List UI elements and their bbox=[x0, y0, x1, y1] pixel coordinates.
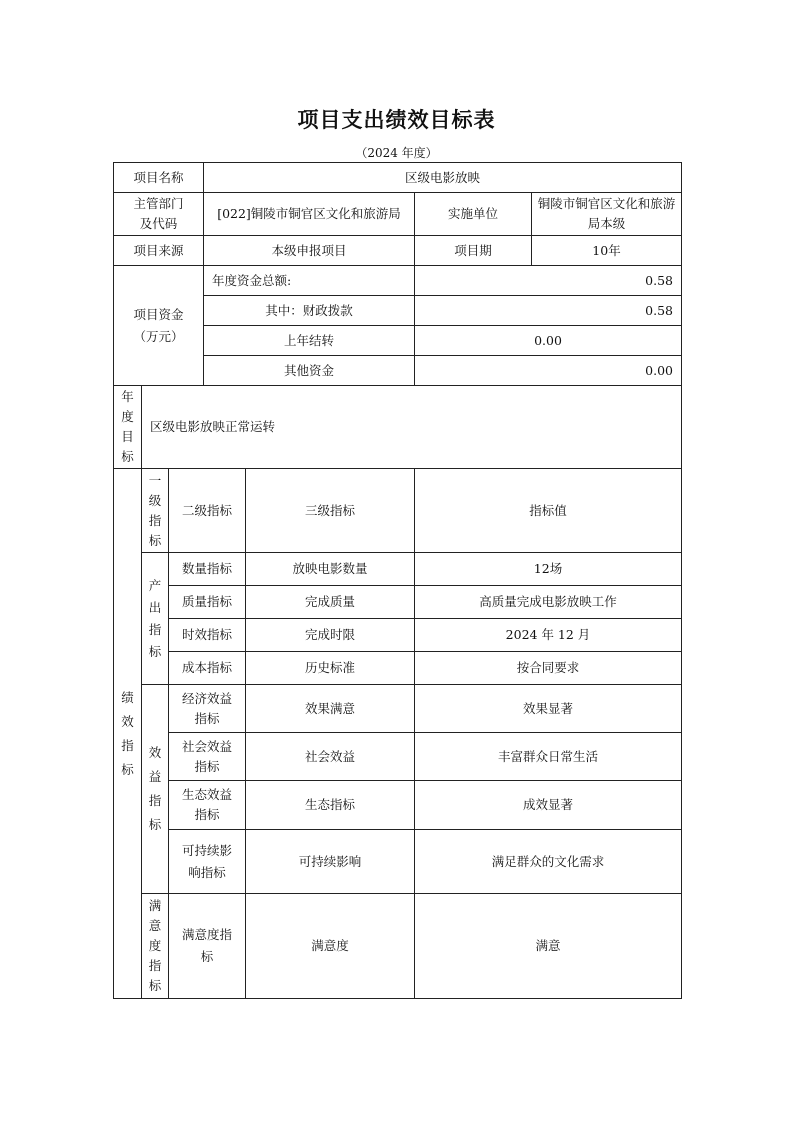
funds-label bbox=[113, 265, 204, 386]
unit-value bbox=[531, 192, 682, 236]
output-indicators-label bbox=[141, 552, 169, 685]
table-row-value: 12场 bbox=[414, 552, 682, 586]
project-name-label: 项目名称 bbox=[113, 162, 204, 193]
table-row-value: 2024 年 12 月 bbox=[414, 618, 682, 652]
funds-carryover-value: 0.00 bbox=[414, 325, 682, 356]
table-row-level2 bbox=[168, 780, 246, 830]
table-row-level3: 效果满意 bbox=[245, 684, 415, 733]
table-row-value: 高质量完成电影放映工作 bbox=[414, 585, 682, 619]
table-row-level3: 社会效益 bbox=[245, 732, 415, 781]
period-value: 10年 bbox=[531, 235, 682, 266]
table-row-level2-text: 满意度指标 bbox=[181, 927, 232, 964]
funds-total-label: 年度资金总额: bbox=[203, 265, 415, 296]
table-row-value: 丰富群众日常生活 bbox=[414, 732, 682, 781]
funds-other-label: 其他资金 bbox=[203, 355, 415, 386]
table-row-level3: 满意度 bbox=[245, 893, 415, 999]
satisfaction-indicators-label-text: 满意度指标 bbox=[148, 898, 162, 993]
funds-label-text: 项目资金（万元） bbox=[133, 306, 184, 344]
unit-label: 实施单位 bbox=[414, 192, 532, 236]
annual-goal-value: 区级电影放映正常运转 bbox=[141, 385, 682, 469]
table-row-level3: 放映电影数量 bbox=[245, 552, 415, 586]
dept-label bbox=[113, 192, 204, 236]
annual-goal-label bbox=[113, 385, 142, 469]
source-value: 本级申报项目 bbox=[203, 235, 415, 266]
table-row-level2 bbox=[168, 893, 246, 999]
table-row-level2-text: 生态效益指标 bbox=[181, 787, 232, 822]
table-row-level2-text: 社会效益指标 bbox=[181, 738, 232, 774]
table-row-value: 按合同要求 bbox=[414, 651, 682, 685]
value-header: 指标值 bbox=[414, 468, 682, 553]
benefit-indicators-label-text: 效益指标 bbox=[148, 745, 162, 832]
table-row-level2: 时效指标 bbox=[168, 618, 246, 652]
table-row-level3: 生态指标 bbox=[245, 780, 415, 830]
funds-carryover-label: 上年结转 bbox=[203, 325, 415, 356]
annual-goal-label-text: 年度目标 bbox=[121, 389, 134, 464]
level1-header-text: 一级指标 bbox=[148, 472, 162, 548]
table-row-value: 满足群众的文化需求 bbox=[414, 829, 682, 894]
source-label: 项目来源 bbox=[113, 235, 204, 266]
table-row-level2 bbox=[168, 684, 246, 733]
table-row-level2: 数量指标 bbox=[168, 552, 246, 586]
funds-fiscal-value: 0.58 bbox=[414, 295, 682, 326]
level3-header: 三级指标 bbox=[245, 468, 415, 553]
table-row-value: 满意 bbox=[414, 893, 682, 999]
table-row-level3: 完成时限 bbox=[245, 618, 415, 652]
level2-header: 二级指标 bbox=[168, 468, 246, 553]
funds-fiscal-label: 其中：财政拨款 bbox=[203, 295, 415, 326]
benefit-indicators-label bbox=[141, 684, 169, 894]
table-row-level2-text: 经济效益指标 bbox=[181, 690, 232, 726]
unit-value-text: 铜陵市铜官区文化和旅游局本级 bbox=[537, 196, 676, 231]
dept-value: [022]铜陵市铜官区文化和旅游局 bbox=[203, 192, 415, 236]
table-row-level3: 可持续影响 bbox=[245, 829, 415, 894]
performance-label-text: 绩效指标 bbox=[121, 689, 134, 777]
table-row-level2: 质量指标 bbox=[168, 585, 246, 619]
page-title: 项目支出绩效目标表 bbox=[297, 108, 496, 132]
table-row-value: 成效显著 bbox=[414, 780, 682, 830]
table-row-value: 效果显著 bbox=[414, 684, 682, 733]
table-row-level3: 完成质量 bbox=[245, 585, 415, 619]
year-subtitle: （2024 年度） bbox=[355, 146, 438, 160]
table-row-level2 bbox=[168, 829, 246, 894]
level1-header bbox=[141, 468, 169, 553]
table-row-level3: 历史标准 bbox=[245, 651, 415, 685]
table-row-level2: 成本指标 bbox=[168, 651, 246, 685]
period-label: 项目期 bbox=[414, 235, 532, 266]
project-name-value: 区级电影放映 bbox=[203, 162, 682, 193]
table-row-level2-text: 可持续影响指标 bbox=[181, 842, 232, 880]
table-row-level2 bbox=[168, 732, 246, 781]
satisfaction-indicators-label bbox=[141, 893, 169, 999]
funds-other-value: 0.00 bbox=[414, 355, 682, 386]
dept-label-text: 主管部门及代码 bbox=[133, 196, 184, 231]
performance-label bbox=[113, 468, 142, 999]
funds-total-value: 0.58 bbox=[414, 265, 682, 296]
output-indicators-label-text: 产出指标 bbox=[148, 577, 162, 659]
